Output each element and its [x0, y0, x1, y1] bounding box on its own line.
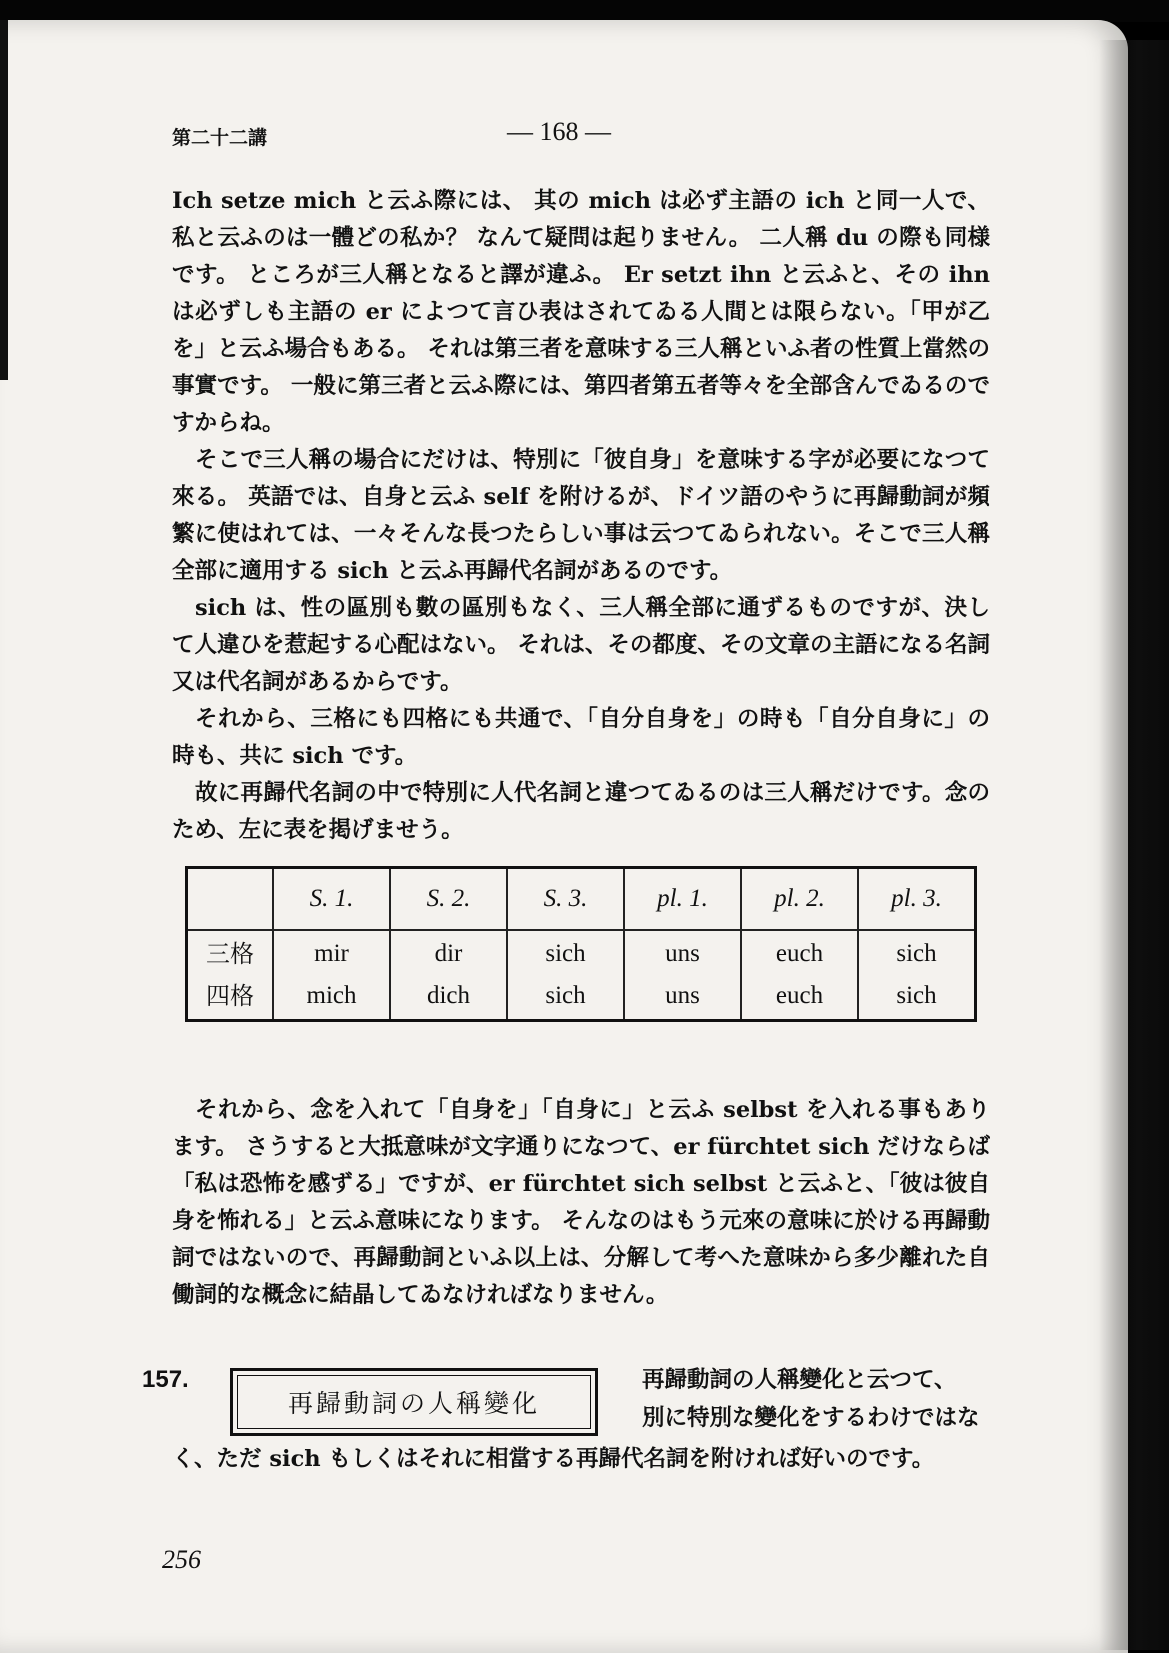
form-accusative: sich — [545, 982, 586, 1009]
form-dative: sich — [896, 940, 937, 967]
form-accusative: uns — [665, 982, 700, 1009]
table-header-cell: S. 1. — [273, 868, 390, 931]
scan-left-shadow — [0, 20, 8, 380]
form-dative: uns — [665, 940, 700, 967]
section-intro — [642, 1361, 1012, 1437]
table-header-cell: pl. 2. — [741, 868, 858, 931]
paragraph: 故に再歸代名詞の中で特別に人代名詞と違つてゐるのは三人稱だけです。念のため、左に表を掲げませう。 — [172, 780, 990, 843]
main-text — [172, 183, 990, 849]
case-labels — [187, 930, 274, 1021]
form-dative: dir — [434, 940, 463, 967]
case-label: 四格 — [206, 982, 254, 1010]
section-title-box — [230, 1368, 598, 1436]
form-dative: sich — [545, 940, 586, 967]
table-corner-cell — [187, 868, 274, 931]
table-cell — [507, 930, 624, 1021]
section-intro-line: 再歸動詞の人稱變化と云つて、 — [642, 1367, 957, 1393]
table-header-cell: S. 2. — [390, 868, 507, 931]
page-number-mark: — 168 — — [507, 117, 611, 146]
paragraph: Ich setze mich と云ふ際には、 其の mich は必ず主語の ich と同一人で、私と云ふのは一體どの私か？ なんて疑問は起りません。 二人稱 du の際も同様です。 ところが三人稱となると譯が違ふ。 Er setzt ihn と云ふと、その ihn は必ずしも主語の er によつて言ひ表はされてゐる人間とは限らない。「甲が乙を」と云ふ場合もある。 それは第三者を意味する三人稱といふ者の性質上當然の事實です。 一般に第三者と云ふ際には、第四者第五者等々を全部含んでゐるのですからね。 — [172, 188, 990, 436]
form-dative: mir — [314, 940, 349, 967]
section-number: 157. — [142, 1366, 189, 1393]
table-cell — [390, 930, 507, 1021]
folio-number: 256 — [162, 1545, 201, 1574]
paragraph: sich は、性の區別も數の區別もなく、三人稱全部に通ずるものですが、決して人違ひを惹起する心配はない。 それは、その都度、その文章の主語になる名詞又は代名詞があるからです。 — [172, 595, 990, 695]
section-title: 再歸動詞の人稱變化 — [237, 1375, 591, 1429]
case-label: 三格 — [206, 940, 254, 968]
table-row — [187, 930, 976, 1021]
reflexive-pronoun-table — [185, 866, 977, 1022]
paragraph: そこで三人稱の場合にだけは、特別に「彼自身」を意味する字が必要になつて來る。 英語では、自身と云ふ self を附けるが、ドイツ語のやうに再歸動詞が頻繁に使はれては、一々そんな長つたらしい事は云つてゐられない。そこで三人稱全部に適用する sich と云ふ再歸代名詞があるのです。 — [172, 447, 990, 584]
section-continuation: く、ただ sich もしくはそれに相當する再歸代名詞を附ければ好いのです。 — [172, 1446, 935, 1472]
table-cell — [273, 930, 390, 1021]
table-header-row — [187, 868, 976, 931]
section-intro-line: 別に特別な變化をするわけではな — [642, 1405, 980, 1431]
form-accusative: dich — [426, 982, 471, 1009]
pronoun-table-wrapper — [185, 866, 977, 1022]
page-edge-shadow — [1099, 40, 1169, 1650]
paragraph: それから、三格にも四格にも共通で、「自分自身を」の時も「自分自身に」の時も、共に sich です。 — [172, 706, 990, 769]
table-header-cell: pl. 1. — [624, 868, 741, 931]
table-header-cell: S. 3. — [507, 868, 624, 931]
paragraph: それから、念を入れて「自身を」「自身に」と云ふ selbst を入れる事もあります。 さうすると大抵意味が文字通りになつて、er fürchtet sich だけならば「私は恐怖を感ずる」ですが、er fürchtet sich selbst と云ふと、「彼は彼自身を怖れる」と云ふ意味になります。 そんなのはもう元來の意味に於ける再歸動詞ではないので、再歸動詞といふ以上は、分解して考へた意味から多少離れた自働詞的な概念に結晶してゐなければなりません。 — [172, 1097, 990, 1308]
table-cell — [624, 930, 741, 1021]
chapter-label: 第二十二講 — [172, 127, 268, 149]
form-accusative: mich — [306, 982, 357, 1009]
table-cell — [741, 930, 858, 1021]
form-accusative: euch — [775, 982, 824, 1009]
table-header-cell: pl. 3. — [858, 868, 976, 931]
running-head — [172, 117, 992, 157]
table-cell — [858, 930, 976, 1021]
scan-top-border — [0, 0, 1169, 22]
post-table-text — [172, 1092, 990, 1314]
form-accusative: sich — [896, 982, 937, 1009]
form-dative: euch — [775, 940, 824, 967]
